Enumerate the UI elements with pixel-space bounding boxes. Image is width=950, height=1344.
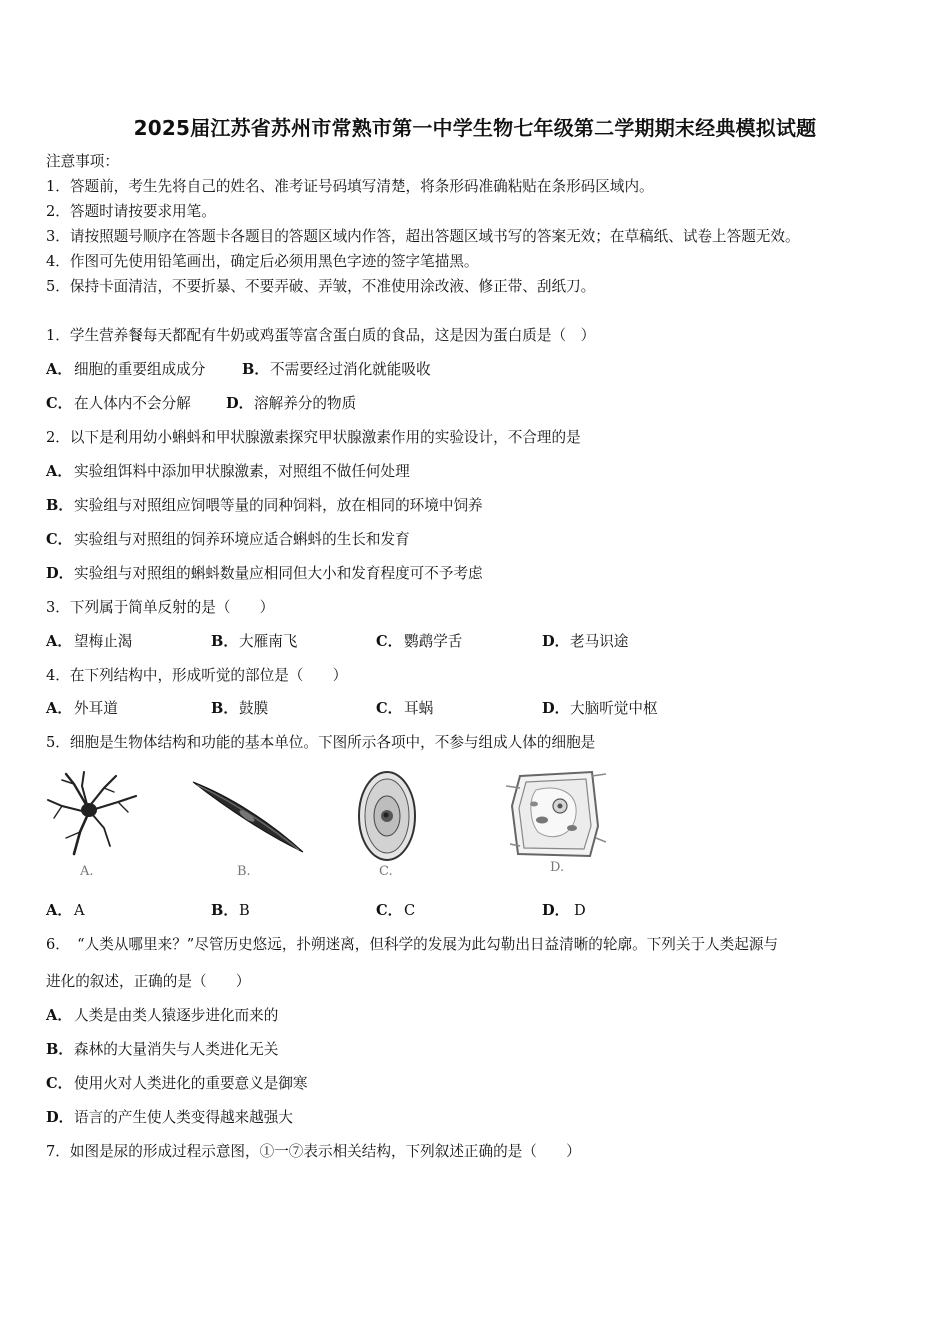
figure-label: B. [237,864,251,879]
cell-figures [44,766,604,886]
option-text: 实验组与对照组的蝌蚪数量应相同但大小和发育程度可不予考虑 [74,565,483,582]
option-text: 耳蜗 [404,700,434,717]
question-1-stem: 1．学生营养餐每天都配有牛奶或鸡蛋等富含蛋白质的食品，这是因为蛋白质是（ ） [46,327,596,344]
question-5-stem: 5．细胞是生物体结构和功能的基本单位。下图所示各项中，不参与组成人体的细胞是 [46,734,596,751]
notice-item: 2．答题时请按要求用笔。 [46,203,216,220]
option-label: D． [46,565,74,582]
question-6-stem-cont: 进化的叙述，正确的是（ ） [46,973,251,990]
option-text: 实验组饵料中添加甲状腺激素，对照组不做任何处理 [74,463,410,480]
option-label: B． [211,902,238,919]
question-6-stem: 6． “人类从哪里来？”尽管历史悠远，扑朔迷离，但科学的发展为此勾勒出日益清晰的轮廓。下列关于人类起源与 [46,936,779,953]
option-label: D． [226,395,254,412]
option-label: B． [46,497,73,514]
page-title: 2025届江苏省苏州市常熟市第一中学生物七年级第二学期期末经典模拟试题 [133,116,817,140]
option-label: A． [46,1007,72,1024]
notice-item: 5．保持卡面清洁，不要折暴、不要弄破、弄皱，不准使用涂改液、修正带、刮纸刀。 [46,278,596,295]
option-text: D [574,902,586,919]
question-7-stem: 7．如图是尿的形成过程示意图，①一⑦表示相关结构，下列叙述正确的是（ ） [46,1143,581,1160]
option-label: B． [242,361,269,378]
option-text: C [404,902,416,919]
option-label: A． [46,700,72,717]
option-text: 大雁南飞 [239,633,298,650]
option-label: B． [211,700,238,717]
option-label: C． [376,700,403,717]
option-text: 森林的大量消失与人类进化无关 [74,1041,279,1058]
option-text: 语言的产生使人类变得越来越强大 [74,1109,293,1126]
option-text: 人类是由类人猿逐步进化而来的 [74,1007,279,1024]
option-text: 外耳道 [74,700,118,717]
neuron-cell-figure [44,766,144,879]
option-label: C． [46,1075,73,1092]
option-text: B [239,902,250,919]
option-text: 细胞的重要组成成分 [74,361,206,378]
option-text: 使用火对人类进化的重要意义是御寒 [74,1075,308,1092]
muscle-cell-figure [189,766,309,879]
option-label: D． [542,700,570,717]
option-label: D． [542,633,570,650]
option-label: C． [46,531,73,548]
option-label: C． [46,395,73,412]
notice-item: 4．作图可先使用铅笔画出，确定后必须用黑色字迹的签字笔描黑。 [46,253,479,270]
option-text: 在人体内不会分解 [74,395,191,412]
option-text: 实验组与对照组的饲养环境应适合蝌蚪的生长和发育 [74,531,410,548]
notice-item: 3．请按照题号顺序在答题卡各题目的答题区域内作答，超出答题区域书写的答案无效；在草稿纸、试卷上答题无效。 [46,228,800,245]
figure-label: D. [550,860,565,875]
notice-item: 1．答题前，考生先将自己的姓名、准考证号码填写清楚，将条形码准确粘贴在条形码区域内。 [46,178,654,195]
option-text: 大脑听觉中枢 [570,700,658,717]
option-label: A． [46,902,72,919]
option-label: C． [376,902,403,919]
option-text: 溶解养分的物质 [254,395,357,412]
egg-cell-figure [349,766,429,879]
option-label: B． [46,1041,73,1058]
option-label: A． [46,361,72,378]
plant-cell-figure [506,766,606,875]
option-label: C． [376,633,403,650]
option-text: 望梅止渴 [74,633,133,650]
question-2-stem: 2．以下是利用幼小蝌蚪和甲状腺激素探究甲状腺激素作用的实验设计，不合理的是 [46,429,581,446]
option-text: A [74,902,85,919]
option-text: 不需要经过消化就能吸收 [270,361,431,378]
option-text: 老马识途 [570,633,629,650]
question-4-stem: 4．在下列结构中，形成听觉的部位是（ ） [46,667,348,684]
option-label: A． [46,633,72,650]
question-3-stem: 3．下列属于简单反射的是（ ） [46,599,275,616]
option-text: 实验组与对照组应饲喂等量的同种饲料，放在相同的环境中饲养 [74,497,483,514]
option-label: B． [211,633,238,650]
option-text: 鼓膜 [239,700,269,717]
option-text: 鹦鹉学舌 [404,633,463,650]
option-label: D． [542,902,570,919]
figure-label: A. [80,864,94,879]
figure-label: C. [379,864,393,879]
notice-heading: 注意事项： [46,153,119,170]
option-label: D． [46,1109,74,1126]
option-label: A． [46,463,72,480]
